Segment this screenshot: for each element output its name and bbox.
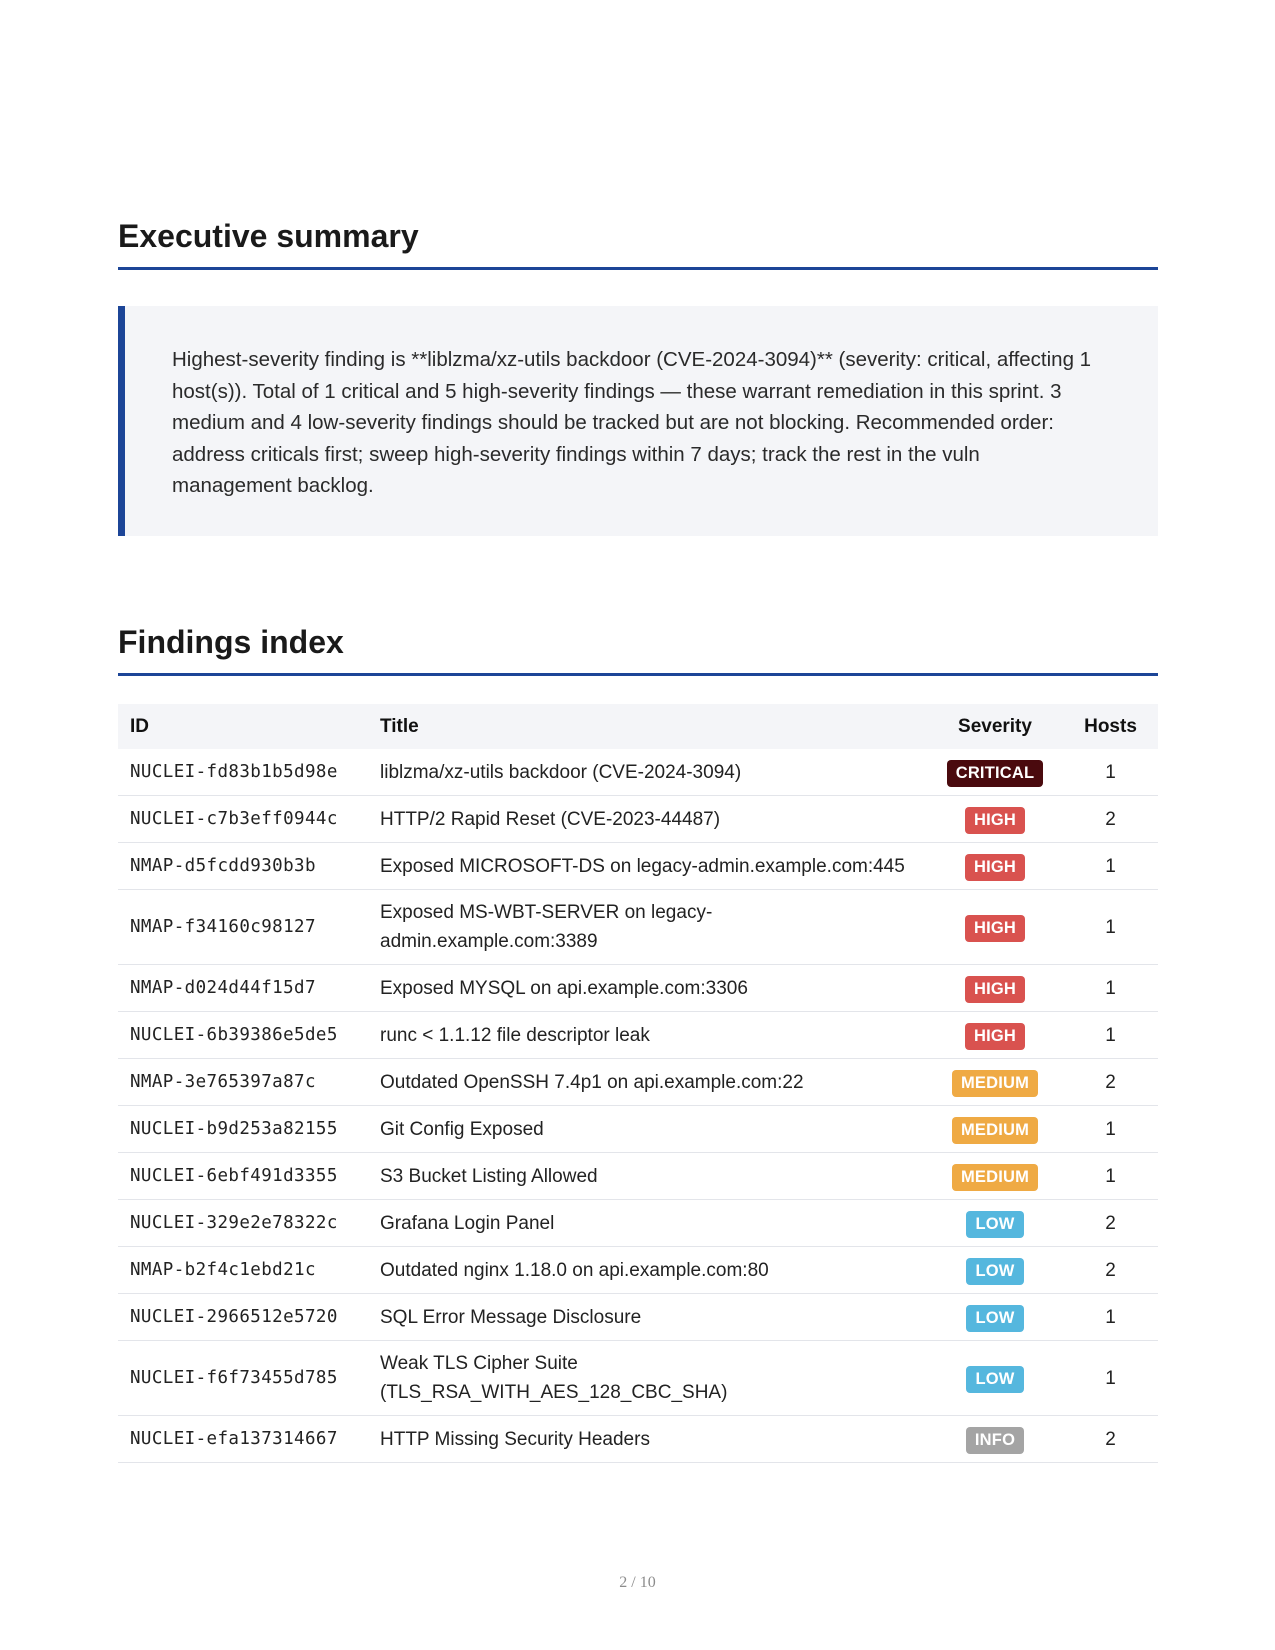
column-header-id: ID bbox=[118, 704, 368, 749]
finding-hosts: 1 bbox=[1063, 1012, 1158, 1059]
finding-hosts: 2 bbox=[1063, 796, 1158, 843]
table-row bbox=[118, 965, 1158, 1012]
severity-badge: INFO bbox=[966, 1427, 1024, 1454]
table-row bbox=[118, 1341, 1158, 1416]
finding-id: NUCLEI-efa137314667 bbox=[118, 1416, 368, 1463]
finding-severity-cell bbox=[927, 1106, 1063, 1153]
finding-title: Outdated OpenSSH 7.4p1 on api.example.com:22 bbox=[368, 1059, 927, 1106]
finding-id: NUCLEI-6b39386e5de5 bbox=[118, 1012, 368, 1059]
severity-badge: HIGH bbox=[965, 854, 1025, 881]
table-row bbox=[118, 749, 1158, 796]
severity-badge: LOW bbox=[966, 1258, 1023, 1285]
finding-severity-cell bbox=[927, 1012, 1063, 1059]
table-row bbox=[118, 1012, 1158, 1059]
finding-title: Exposed MYSQL on api.example.com:3306 bbox=[368, 965, 927, 1012]
finding-hosts: 2 bbox=[1063, 1059, 1158, 1106]
column-header-hosts: Hosts bbox=[1063, 704, 1158, 749]
severity-badge: HIGH bbox=[965, 807, 1025, 834]
finding-id: NUCLEI-f6f73455d785 bbox=[118, 1341, 368, 1416]
finding-title: runc < 1.1.12 file descriptor leak bbox=[368, 1012, 927, 1059]
finding-severity-cell bbox=[927, 965, 1063, 1012]
table-row bbox=[118, 796, 1158, 843]
findings-table bbox=[118, 704, 1158, 1463]
finding-severity-cell bbox=[927, 890, 1063, 965]
finding-title: Exposed MS-WBT-SERVER on legacy-admin.example.com:3389 bbox=[368, 890, 927, 965]
severity-badge: MEDIUM bbox=[952, 1070, 1038, 1097]
executive-summary-heading: Executive summary bbox=[118, 218, 1158, 270]
finding-severity-cell bbox=[927, 1341, 1063, 1416]
finding-hosts: 1 bbox=[1063, 843, 1158, 890]
column-header-severity: Severity bbox=[927, 704, 1063, 749]
finding-severity-cell bbox=[927, 843, 1063, 890]
table-row bbox=[118, 1294, 1158, 1341]
severity-badge: LOW bbox=[966, 1305, 1023, 1332]
finding-hosts: 1 bbox=[1063, 1341, 1158, 1416]
finding-severity-cell bbox=[927, 749, 1063, 796]
finding-title: Grafana Login Panel bbox=[368, 1200, 927, 1247]
column-header-title: Title bbox=[368, 704, 927, 749]
finding-hosts: 1 bbox=[1063, 890, 1158, 965]
finding-title: Git Config Exposed bbox=[368, 1106, 927, 1153]
finding-id: NMAP-d024d44f15d7 bbox=[118, 965, 368, 1012]
severity-badge: LOW bbox=[966, 1366, 1023, 1393]
finding-severity-cell bbox=[927, 1059, 1063, 1106]
finding-hosts: 2 bbox=[1063, 1200, 1158, 1247]
severity-badge: MEDIUM bbox=[952, 1117, 1038, 1144]
table-row bbox=[118, 1416, 1158, 1463]
findings-table-header bbox=[118, 704, 1158, 749]
finding-title: HTTP/2 Rapid Reset (CVE-2023-44487) bbox=[368, 796, 927, 843]
table-row bbox=[118, 1200, 1158, 1247]
severity-badge: HIGH bbox=[965, 1023, 1025, 1050]
finding-id: NUCLEI-329e2e78322c bbox=[118, 1200, 368, 1247]
finding-hosts: 2 bbox=[1063, 1247, 1158, 1294]
finding-hosts: 1 bbox=[1063, 1153, 1158, 1200]
finding-id: NMAP-d5fcdd930b3b bbox=[118, 843, 368, 890]
finding-id: NUCLEI-2966512e5720 bbox=[118, 1294, 368, 1341]
finding-title: liblzma/xz-utils backdoor (CVE-2024-3094) bbox=[368, 749, 927, 796]
finding-title: HTTP Missing Security Headers bbox=[368, 1416, 927, 1463]
finding-id: NMAP-3e765397a87c bbox=[118, 1059, 368, 1106]
finding-id: NUCLEI-6ebf491d3355 bbox=[118, 1153, 368, 1200]
finding-id: NUCLEI-b9d253a82155 bbox=[118, 1106, 368, 1153]
table-row bbox=[118, 843, 1158, 890]
finding-title: Weak TLS Cipher Suite (TLS_RSA_WITH_AES_128_CBC_SHA) bbox=[368, 1341, 927, 1416]
finding-title: Exposed MICROSOFT-DS on legacy-admin.example.com:445 bbox=[368, 843, 927, 890]
finding-severity-cell bbox=[927, 1294, 1063, 1341]
table-row bbox=[118, 1247, 1158, 1294]
table-row bbox=[118, 1106, 1158, 1153]
table-row bbox=[118, 890, 1158, 965]
finding-title: Outdated nginx 1.18.0 on api.example.com:80 bbox=[368, 1247, 927, 1294]
severity-badge: MEDIUM bbox=[952, 1164, 1038, 1191]
finding-hosts: 1 bbox=[1063, 749, 1158, 796]
findings-index-heading: Findings index bbox=[118, 624, 1158, 676]
finding-severity-cell bbox=[927, 1200, 1063, 1247]
finding-hosts: 1 bbox=[1063, 1294, 1158, 1341]
severity-badge: HIGH bbox=[965, 915, 1025, 942]
finding-hosts: 2 bbox=[1063, 1416, 1158, 1463]
finding-id: NMAP-f34160c98127 bbox=[118, 890, 368, 965]
findings-table-body bbox=[118, 749, 1158, 1463]
finding-severity-cell bbox=[927, 1416, 1063, 1463]
finding-title: SQL Error Message Disclosure bbox=[368, 1294, 927, 1341]
finding-severity-cell bbox=[927, 796, 1063, 843]
page-number: 2 / 10 bbox=[619, 1574, 656, 1591]
finding-id: NUCLEI-c7b3eff0944c bbox=[118, 796, 368, 843]
finding-title: S3 Bucket Listing Allowed bbox=[368, 1153, 927, 1200]
severity-badge: HIGH bbox=[965, 976, 1025, 1003]
finding-hosts: 1 bbox=[1063, 1106, 1158, 1153]
finding-severity-cell bbox=[927, 1153, 1063, 1200]
finding-hosts: 1 bbox=[1063, 965, 1158, 1012]
finding-severity-cell bbox=[927, 1247, 1063, 1294]
severity-badge: LOW bbox=[966, 1211, 1023, 1238]
finding-id: NMAP-b2f4c1ebd21c bbox=[118, 1247, 368, 1294]
severity-badge: CRITICAL bbox=[947, 760, 1044, 787]
table-row bbox=[118, 1059, 1158, 1106]
executive-summary-text: Highest-severity finding is **liblzma/xz-utils backdoor (CVE-2024-3094)** (severity: critical, affecting 1 host(s)). Total of 1 critical and 5 high-severity findings — these warrant remediation in this sprint. 3 medium and 4 low-severity findings should be tracked but are not blocking. Recommended order: address criticals first; sweep high-severity findings within 7 days; track the rest in the vuln management backlog. bbox=[172, 348, 1092, 497]
executive-summary-callout bbox=[118, 306, 1158, 536]
finding-id: NUCLEI-fd83b1b5d98e bbox=[118, 749, 368, 796]
table-row bbox=[118, 1153, 1158, 1200]
